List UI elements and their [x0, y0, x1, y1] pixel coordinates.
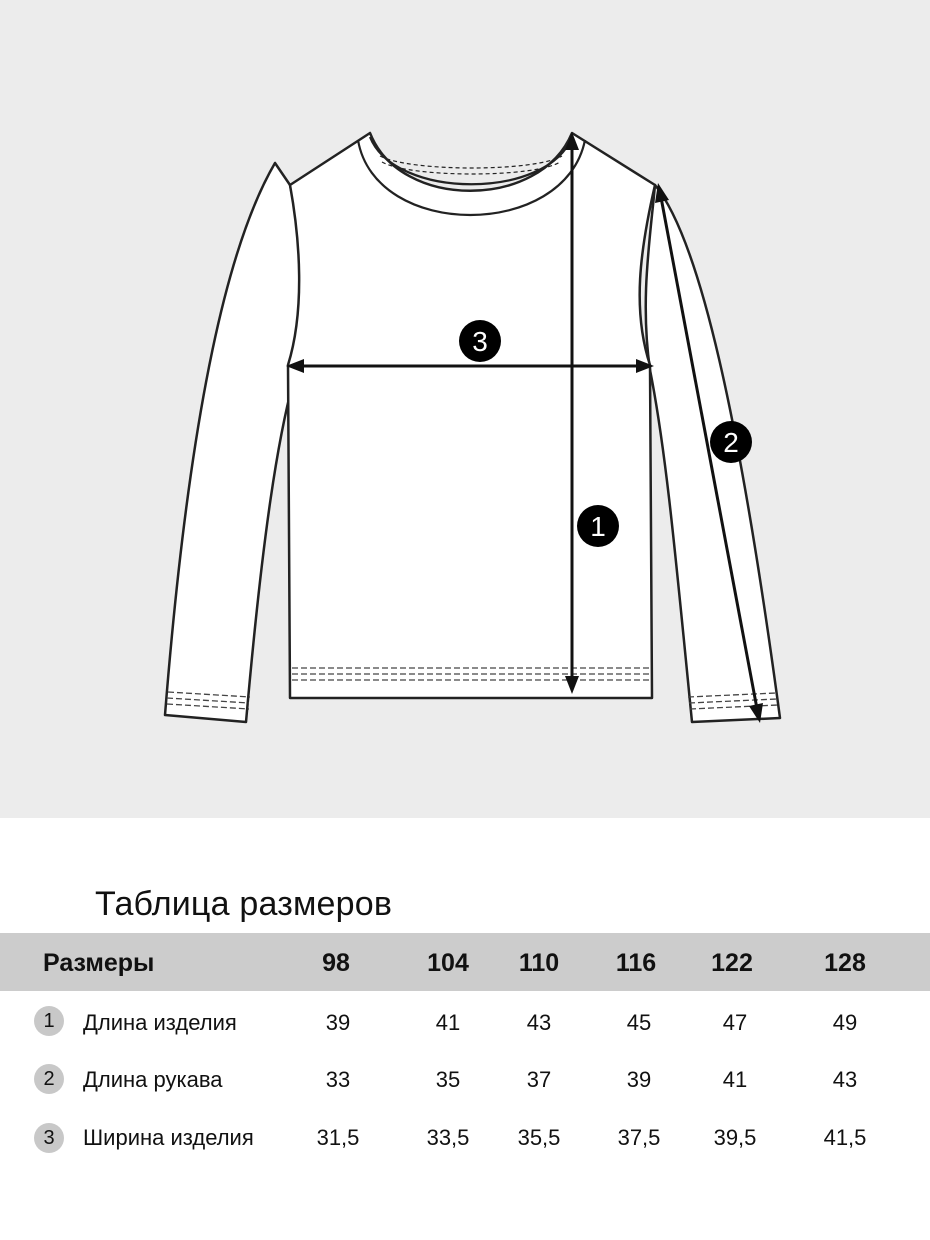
table-cell: 39,5: [713, 1125, 757, 1150]
size-header-116: 116: [615, 949, 657, 977]
table-cell: 33: [325, 1067, 351, 1092]
table-cell: 33,5: [426, 1125, 470, 1150]
table-cell: 47: [722, 1010, 748, 1035]
svg-text:2: 2: [723, 427, 739, 458]
row-marker-1: 1: [34, 1006, 64, 1036]
marker-3: [459, 320, 501, 362]
table-cell: 35: [435, 1067, 461, 1092]
right-sleeve: [646, 185, 780, 722]
table-cell: 45: [626, 1010, 652, 1035]
marker-1: [577, 505, 619, 547]
size-table-title: Таблица размеров: [95, 885, 393, 923]
table-cell: 43: [832, 1067, 858, 1092]
table-cell: 41: [722, 1067, 748, 1092]
table-cell: 39: [325, 1010, 351, 1035]
table-cell: 37: [526, 1067, 552, 1092]
garment-body: [288, 133, 655, 698]
size-header-122: 122: [711, 949, 753, 977]
table-cell: 41: [435, 1010, 461, 1035]
table-cell: 39: [626, 1067, 652, 1092]
svg-text:3: 3: [472, 326, 488, 357]
marker-2: [710, 421, 752, 463]
row-marker-3: 3: [34, 1123, 64, 1153]
row-label-length: Длина изделия: [83, 1010, 237, 1035]
table-cell: 37,5: [617, 1125, 661, 1150]
table-cell: 43: [526, 1010, 552, 1035]
row-label-width: Ширина изделия: [83, 1125, 254, 1150]
size-header-104: 104: [427, 949, 469, 977]
row-label-sleeve: Длина рукава: [83, 1067, 223, 1092]
table-cell: 49: [832, 1010, 858, 1035]
table-cell: 31,5: [316, 1125, 360, 1150]
row-marker-2: 2: [34, 1064, 64, 1094]
header-label: Размеры: [43, 949, 155, 977]
size-header-98: 98: [322, 949, 350, 977]
size-header-110: 110: [518, 949, 560, 977]
table-cell: 41,5: [823, 1125, 867, 1150]
svg-text:1: 1: [590, 511, 606, 542]
size-header-128: 128: [824, 949, 866, 977]
left-sleeve: [165, 163, 305, 722]
table-cell: 35,5: [517, 1125, 561, 1150]
